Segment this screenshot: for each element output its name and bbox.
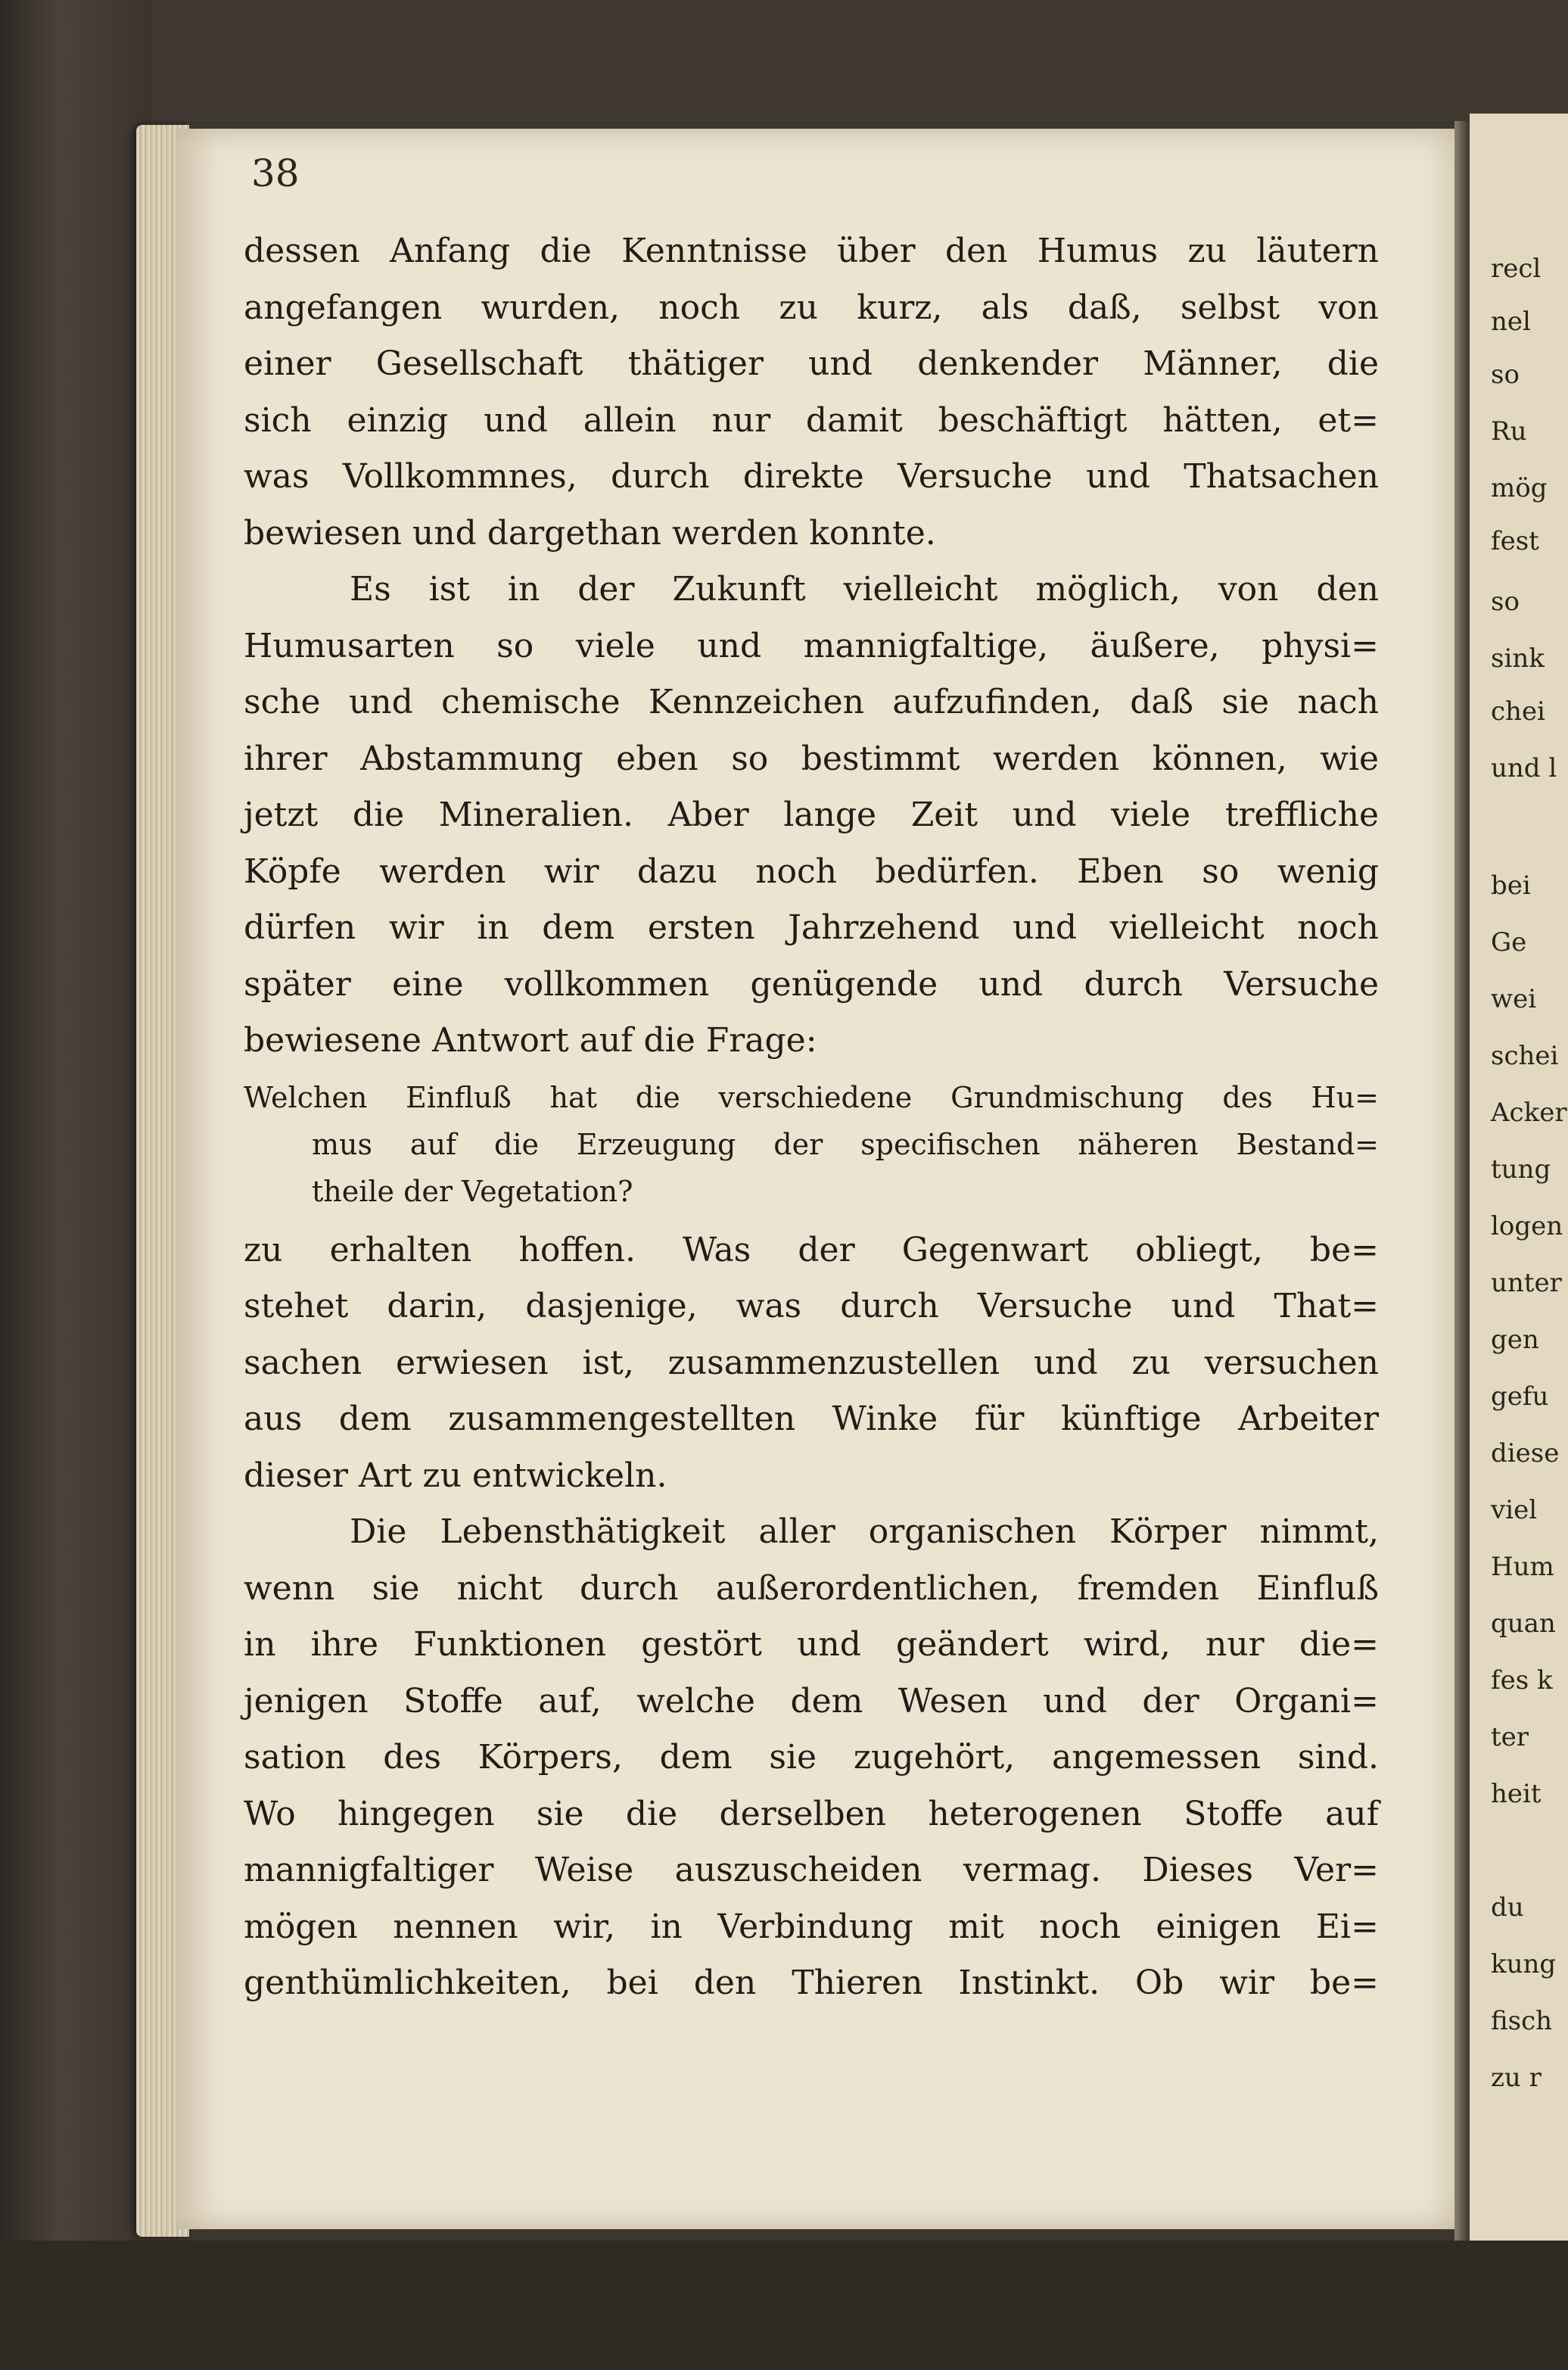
next-page-fragment: zu r: [1491, 2063, 1542, 2093]
next-page-fragment: und l: [1491, 753, 1557, 783]
text-line: mannigfaltiger Weise auszuscheiden vermag. Dieses Ver=: [244, 1851, 1379, 1889]
text-line: angefangen wurden, noch zu kurz, als daß, selbst von: [244, 288, 1379, 327]
page-text: [244, 223, 1379, 2012]
text-line: jenigen Stoffe auf, welche dem Wesen und der Organi=: [244, 1681, 1379, 1721]
next-page-fragment: wei: [1491, 984, 1537, 1014]
text-line: sche und chemische Kennzeichen aufzufinden, daß sie nach: [244, 683, 1379, 721]
next-page-fragment: quan: [1491, 1609, 1556, 1639]
text-line: was Vollkommnes, durch direkte Versuche und Thatsachen: [244, 457, 1379, 496]
next-page-fragment: diese: [1491, 1438, 1560, 1468]
paragraphs-after-quote: [244, 1222, 1379, 2012]
next-page-fragment: chei: [1491, 696, 1545, 727]
quote-line: mus auf die Erzeugung der specifischen näheren Bestand=: [312, 1127, 1379, 1161]
text-line: sich einzig und allein nur damit beschäftigt hätten, et=: [244, 400, 1379, 440]
next-page-fragment: du: [1491, 1892, 1524, 1923]
text-line: sation des Körpers, dem sie zugehört, angemessen sind.: [244, 1738, 1379, 1777]
book-cover-left: [0, 0, 151, 2370]
text-line: genthümlichkeiten, bei den Thieren Instinkt. Ob wir be=: [244, 1964, 1379, 2002]
quote-line: theile der Vegetation?: [312, 1174, 633, 1208]
text-line: stehet darin, dasjenige, was durch Versuche und That=: [244, 1287, 1379, 1325]
next-page-fragment: gefu: [1491, 1381, 1549, 1412]
text-line: bewiesen und dargethan werden konnte.: [244, 513, 936, 553]
next-page-fragment: bei: [1491, 870, 1531, 901]
text-line: dieser Art zu entwickeln.: [244, 1456, 667, 1495]
book-cover-bottom: [0, 2241, 1568, 2370]
book-gutter: [1454, 121, 1470, 2241]
text-line: zu erhalten hoffen. Was der Gegenwart obliegt, be=: [244, 1230, 1379, 1269]
next-page-fragment: sink: [1491, 643, 1545, 674]
text-line: in ihre Funktionen gestört und geändert wird, nur die=: [244, 1625, 1379, 1664]
text-line: Wo hingegen sie die derselben heterogenen Stoffe auf: [244, 1794, 1379, 1833]
text-line: Es ist in der Zukunft vielleicht möglich, von den: [350, 570, 1379, 609]
next-page-fragment: gen: [1491, 1325, 1539, 1355]
book-page: [176, 129, 1454, 2229]
next-page-fragment: Acker: [1491, 1098, 1567, 1128]
next-page-fragment: fisch: [1491, 2006, 1553, 2036]
next-page-fragment: recl: [1491, 254, 1542, 284]
quote-line: Welchen Einfluß hat die verschiedene Grundmischung des Hu=: [244, 1080, 1379, 1114]
next-page-fragment: Ge: [1491, 927, 1527, 958]
next-page-fragment: nel: [1491, 307, 1531, 337]
text-line: später eine vollkommen genügende und durch Versuche: [244, 964, 1379, 1004]
text-line: aus dem zusammengestellten Winke für künftige Arbeiter: [244, 1400, 1379, 1438]
next-page-fragment: so: [1491, 360, 1520, 390]
text-line: Köpfe werden wir dazu noch bedürfen. Eben so wenig: [244, 852, 1379, 891]
next-page-fragment: fest: [1491, 526, 1539, 556]
next-page-fragment: viel: [1491, 1495, 1538, 1525]
text-line: Humusarten so viele und mannigfaltige, äußere, physi=: [244, 626, 1379, 665]
next-page-fragment: unter: [1491, 1268, 1562, 1298]
next-page-fragment: Ru: [1491, 416, 1527, 447]
text-line: sachen erwiesen ist, zusammenzustellen und zu versuchen: [244, 1343, 1379, 1382]
text-line: bewiesene Antwort auf die Frage:: [244, 1021, 817, 1060]
question-quote: [244, 1074, 1379, 1215]
next-page-fragment: mög: [1491, 473, 1548, 503]
text-line: mögen nennen wir, in Verbindung mit noch einigen Ei=: [244, 1907, 1379, 1946]
next-page-fragment: Hum: [1491, 1552, 1554, 1582]
text-line: wenn sie nicht durch außerordentlichen, fremden Einfluß: [244, 1568, 1379, 1608]
next-page-fragment: heit: [1491, 1779, 1542, 1809]
page-number: 38: [251, 151, 300, 195]
next-page-fragment: ter: [1491, 1722, 1529, 1752]
text-line: dessen Anfang die Kenntnisse über den Humus zu läutern: [244, 232, 1379, 270]
next-page-edge: [1470, 114, 1568, 2241]
next-page-fragment: tung: [1491, 1154, 1551, 1185]
text-line: jetzt die Mineralien. Aber lange Zeit und viele treffliche: [244, 796, 1379, 834]
text-line: ihrer Abstammung eben so bestimmt werden können, wie: [244, 739, 1379, 778]
next-page-fragment: kung: [1491, 1949, 1557, 1979]
next-page-fragment: so: [1491, 587, 1520, 617]
book-cover-top: [0, 0, 1568, 121]
next-page-fragment: fes k: [1491, 1665, 1553, 1696]
text-line: dürfen wir in dem ersten Jahrzehend und vielleicht noch: [244, 908, 1379, 947]
next-page-fragment: schei: [1491, 1041, 1559, 1071]
next-page-fragment: logen: [1491, 1211, 1563, 1241]
text-line: Die Lebensthätigkeit aller organischen Körper nimmt,: [350, 1512, 1379, 1551]
paragraphs-before-quote: [244, 223, 1379, 1070]
text-line: einer Gesellschaft thätiger und denkender Männer, die: [244, 344, 1379, 383]
